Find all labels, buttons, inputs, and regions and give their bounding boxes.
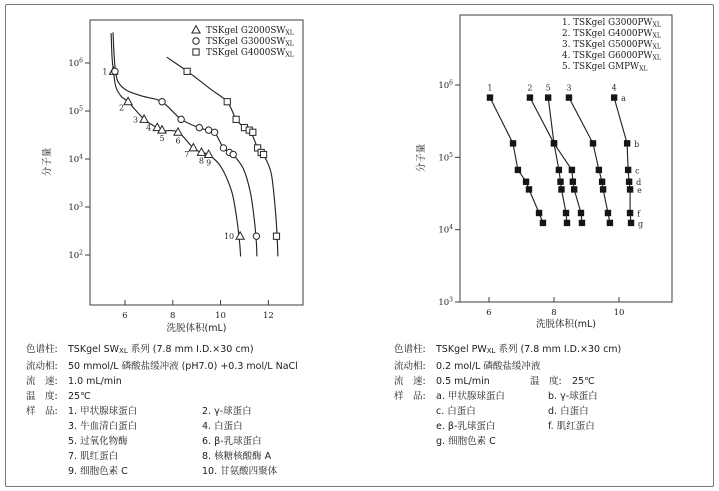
series-number-label: 2 — [527, 83, 533, 93]
series-TSKgel G5000PWXL — [566, 84, 613, 227]
circle-marker — [196, 124, 202, 130]
square-marker — [250, 129, 256, 135]
filled-square-marker — [578, 210, 584, 216]
y-tick-label: $10^4$ — [438, 224, 453, 236]
filled-square-marker — [596, 167, 602, 173]
filled-square-marker — [600, 186, 606, 192]
flow-temp-row — [394, 374, 710, 389]
filled-square-marker — [527, 94, 533, 100]
condition-label: 色谱柱: — [394, 344, 426, 355]
condition-label: 流动相: — [394, 361, 426, 372]
filled-square-marker — [515, 167, 521, 173]
point-label: f — [637, 209, 641, 219]
condition-value: 0.2 mol/L 磷酸盐缓冲液 — [436, 361, 541, 372]
sample-item: 8. 核糖核酸酶 A — [202, 451, 272, 462]
point-label: 7 — [184, 149, 190, 159]
series-line — [113, 32, 257, 256]
series-line — [530, 98, 582, 223]
point-label: c — [635, 166, 640, 176]
condition-label: 温 度: — [26, 391, 58, 402]
y-axis — [438, 80, 460, 308]
y-tick-label: $10^3$ — [438, 296, 453, 308]
sample-item: c. 白蛋白 — [436, 406, 476, 417]
condition-value: TSKgel PWXL 系列 (7.8 mm I.D.×30 cm) — [436, 344, 622, 355]
series-line — [569, 98, 610, 223]
legend-label: TSKgel G2000SWXL — [206, 26, 294, 37]
x-tick-label: 6 — [122, 311, 128, 321]
x-tick-label: 12 — [262, 311, 274, 321]
filled-square-marker — [579, 220, 585, 226]
sample-item: d. 白蛋白 — [548, 406, 589, 417]
point-label: g — [638, 219, 644, 229]
flow-label: 流 速: — [394, 376, 426, 387]
sample-item: a. 甲状腺球蛋白 — [436, 391, 505, 402]
circle-marker — [220, 145, 226, 151]
samples-label: 样 品: — [26, 406, 58, 417]
condition-label: 流动相: — [26, 361, 58, 372]
sample-item: 4. 白蛋白 — [202, 421, 243, 432]
square-marker — [233, 116, 239, 122]
filled-square-marker — [599, 179, 605, 185]
point-label: 6 — [175, 136, 181, 146]
triangle-marker — [236, 232, 244, 239]
point-label: d — [636, 178, 642, 188]
x-tick-label: 6 — [486, 308, 492, 318]
filled-square-marker — [627, 210, 633, 216]
sample-item: f. 肌红蛋白 — [548, 421, 595, 432]
pw-calibration-chart — [390, 8, 710, 346]
filled-square-marker — [523, 179, 529, 185]
legend — [562, 18, 661, 73]
sample-item: 9. 细胞色素 C — [68, 466, 128, 477]
legend-label: TSKgel G3000SWXL — [206, 37, 294, 48]
sample-item: 2. γ-球蛋白 — [202, 406, 252, 417]
circle-marker — [178, 116, 184, 122]
condition-row — [26, 342, 374, 359]
point-label: e — [637, 185, 642, 195]
square-marker — [224, 99, 230, 105]
filled-square-marker — [626, 179, 632, 185]
circle-marker — [159, 99, 165, 105]
sample-item: g. 细胞色素 C — [436, 436, 496, 447]
sample-item: 1. 甲状腺球蛋白 — [68, 406, 138, 417]
x-tick-label: 8 — [551, 308, 557, 318]
filled-square-marker — [564, 220, 570, 226]
filled-square-marker — [557, 179, 563, 185]
sample-item: b. γ-球蛋白 — [548, 391, 598, 402]
square-marker — [193, 49, 199, 55]
point-label: 3 — [133, 115, 139, 125]
filled-square-marker — [590, 140, 596, 146]
sample-item — [548, 434, 710, 449]
legend-label: TSKgel G4000SWXL — [206, 48, 294, 59]
legend-label: 3. TSKgel G5000PWXL — [562, 40, 661, 51]
condition-row — [394, 359, 710, 374]
filled-square-marker — [566, 94, 572, 100]
temp-label: 温 度: — [530, 376, 562, 387]
filled-square-marker — [556, 167, 562, 173]
y-axis-title: 分子量 — [42, 147, 53, 177]
filled-square-marker — [558, 186, 564, 192]
triangle-marker — [124, 97, 132, 104]
y-tick-label: $10^6$ — [68, 57, 83, 70]
condition-value: 1.0 mL/min — [68, 376, 122, 387]
circle-marker — [253, 233, 259, 239]
filled-square-marker — [487, 94, 493, 100]
sw-conditions — [26, 342, 374, 479]
filled-square-marker — [540, 220, 546, 226]
filled-square-marker — [611, 94, 617, 100]
sample-item: e. β-乳球蛋白 — [436, 421, 496, 432]
legend-label: 4. TSKgel G6000PWXL — [562, 51, 661, 62]
condition-row — [26, 359, 374, 374]
y-tick-label: $10^5$ — [68, 105, 83, 118]
point-label: 2 — [118, 103, 125, 113]
condition-row — [394, 342, 710, 359]
triangle-marker — [192, 26, 200, 33]
samples-row — [26, 404, 374, 479]
series-number-label: 1 — [487, 83, 493, 93]
sample-item: 10. 甘氨酸四聚体 — [202, 466, 278, 477]
series-TSKgel G3000PWXL — [487, 84, 546, 227]
condition-row — [26, 389, 374, 404]
y-tick-label: $10^4$ — [68, 153, 83, 165]
circle-marker — [211, 129, 217, 135]
sample-item: 6. β-乳球蛋白 — [202, 436, 262, 447]
filled-square-marker — [627, 186, 633, 192]
condition-label: 色谱柱: — [26, 344, 58, 355]
x-axis — [486, 297, 624, 318]
filled-square-marker — [536, 210, 542, 216]
x-tick-label: 8 — [170, 311, 176, 321]
point-label: 5 — [159, 134, 165, 144]
circle-marker — [205, 127, 211, 133]
series-TSKgel GMPWXL — [545, 84, 570, 227]
point-label: b — [634, 139, 640, 149]
filled-square-marker — [551, 140, 557, 146]
point-label: 1 — [102, 67, 108, 77]
filled-square-marker — [569, 167, 575, 173]
series-line — [548, 98, 567, 223]
circle-marker — [112, 68, 118, 74]
samples-row — [394, 389, 710, 449]
filled-square-marker — [526, 186, 532, 192]
filled-square-marker — [628, 220, 634, 226]
point-label: 4 — [146, 123, 152, 133]
sw-calibration-chart — [20, 8, 380, 346]
point-label: 8 — [198, 156, 204, 166]
filled-square-marker — [607, 220, 613, 226]
y-axis — [68, 58, 90, 261]
condition-label: 流 速: — [26, 376, 58, 387]
sample-item: 5. 过氧化物酶 — [68, 436, 128, 447]
condition-value: 25℃ — [68, 391, 91, 402]
samples-list — [436, 389, 710, 449]
point-label: a — [621, 94, 626, 104]
flow-value: 0.5 mL/min — [436, 376, 490, 387]
legend — [192, 26, 294, 59]
y-tick-label: $10^3$ — [68, 201, 83, 213]
y-tick-label: $10^6$ — [438, 79, 453, 92]
y-tick-label: $10^5$ — [438, 151, 453, 164]
legend-label: 2. TSKgel G4000PWXL — [562, 29, 661, 40]
x-axis-title: 洗脱体积(mL) — [536, 319, 596, 330]
series-line — [490, 98, 543, 223]
square-marker — [184, 68, 190, 74]
square-marker — [273, 233, 279, 239]
point-label: 10 — [223, 232, 235, 242]
x-tick-label: 10 — [613, 308, 625, 318]
filled-square-marker — [605, 210, 611, 216]
temp-value: 25℃ — [572, 376, 595, 387]
legend-label: 5. TSKgel GMPWXL — [562, 62, 648, 73]
point-label: 9 — [206, 158, 212, 168]
filled-square-marker — [624, 140, 630, 146]
samples-label: 样 品: — [394, 391, 426, 402]
series-number-label: 3 — [566, 83, 572, 93]
circle-marker — [193, 38, 199, 44]
square-marker — [260, 151, 266, 157]
plot-frame — [90, 20, 303, 305]
condition-value: 50 mmol/L 磷酸盐缓冲液 (pH7.0) +0.3 mol/L NaCl — [68, 361, 298, 372]
series-number-label: 5 — [545, 83, 551, 93]
condition-row — [26, 374, 374, 389]
samples-list — [68, 404, 374, 479]
filled-square-marker — [625, 167, 631, 173]
filled-square-marker — [545, 94, 551, 100]
series-number-label: 4 — [611, 83, 617, 93]
condition-value: TSKgel SWXL 系列 (7.8 mm I.D.×30 cm) — [68, 344, 254, 355]
sample-item: 7. 肌红蛋白 — [68, 451, 119, 462]
circle-marker — [230, 151, 236, 157]
filled-square-marker — [510, 140, 516, 146]
x-axis-title: 洗脱体积(mL) — [166, 323, 227, 334]
filled-square-marker — [563, 210, 569, 216]
y-axis-title: 分子量 — [416, 143, 427, 173]
x-tick-label: 10 — [215, 311, 226, 321]
y-tick-label: $10^2$ — [68, 249, 83, 261]
series-line — [614, 98, 631, 223]
filled-square-marker — [570, 179, 576, 185]
pw-conditions — [394, 342, 710, 449]
legend-label: 1. TSKgel G3000PWXL — [562, 18, 661, 29]
series-TSKgel G6000PWXL — [611, 84, 643, 229]
sample-item: 3. 牛血清白蛋白 — [68, 421, 138, 432]
x-axis — [122, 300, 273, 321]
filled-square-marker — [571, 186, 577, 192]
